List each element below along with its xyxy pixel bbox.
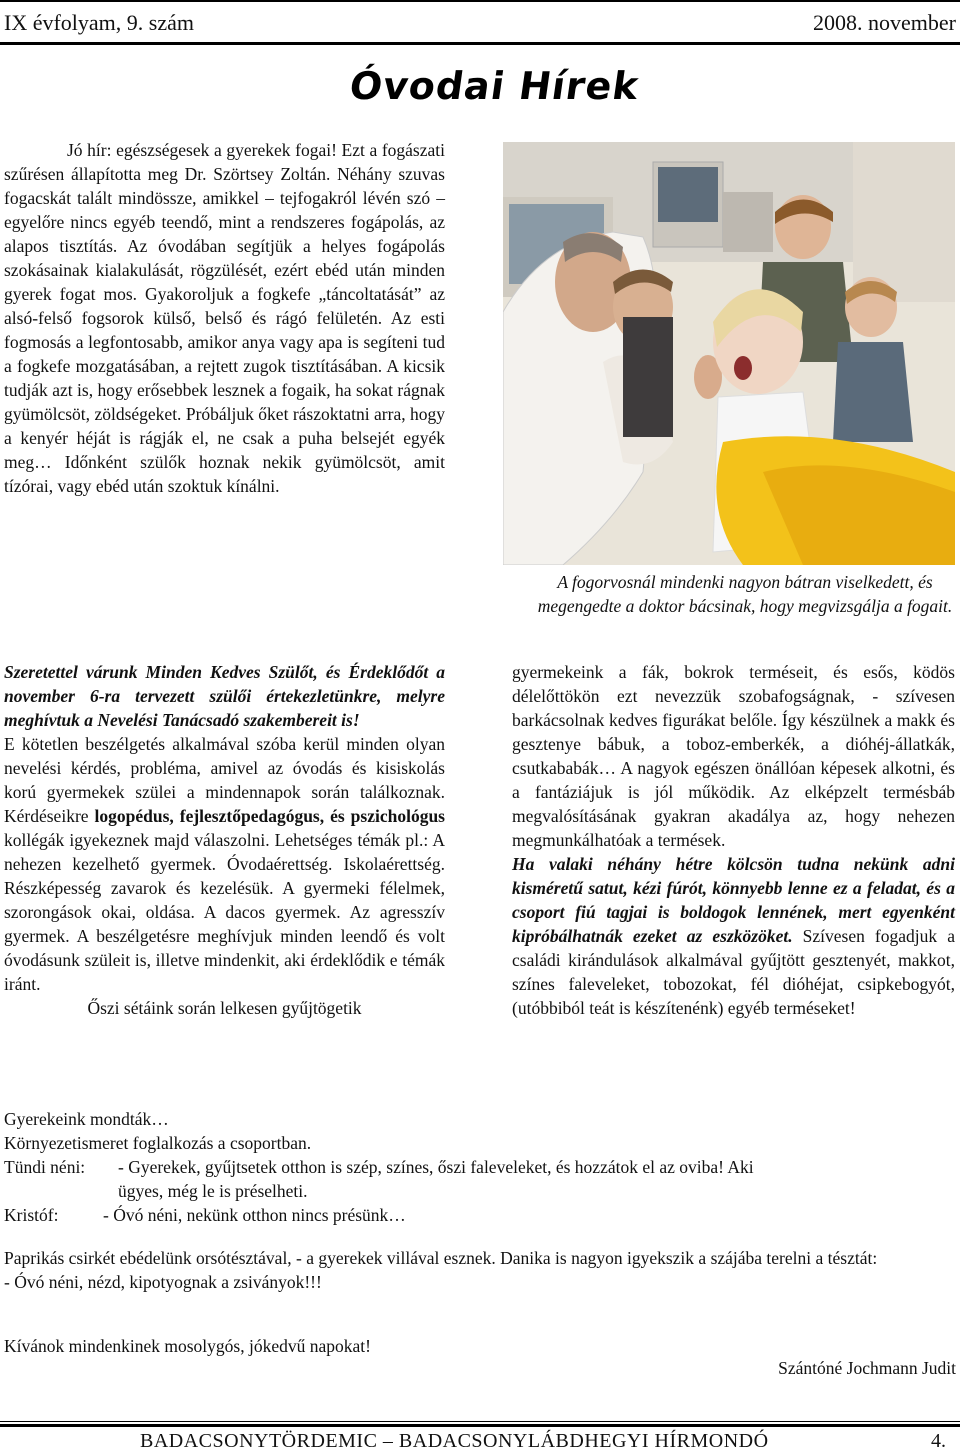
header-rule-top <box>0 0 960 2</box>
meeting-details <box>4 732 445 996</box>
paprika-story <box>4 1246 956 1294</box>
crafts-text-b: Szívesen fogadjuk a családi kirándulások alkalmával gyűjtött gesztenyét, makkot, színes faleveleket, tobozokat, fél dióhéjat, csipkebogyót, (utóbbiból teát is készítenénk) egyéb terméseket! <box>512 926 955 1018</box>
kids-said-context: Környezetismeret foglalkozás a csoportban. <box>4 1133 312 1153</box>
meeting-text-b: kollégák igyekeznek majd válaszolni. Lehetséges témák pl.: A nehezen kezelhető gyermek. Óvodaérettség. Iskolaérettség. Részképesség zavarok és kezelésük. A gyermeki félelmek, szorongások okai, oldása. A dacos gyermek. Az agresszív gyermek. A beszélgetésre meghívjuk minden leendő és volt óvodásunk szüleit is, illetve mindenkit, aki érdeklődik e témák iránt. <box>4 830 445 994</box>
footer-rule-thin <box>0 1421 960 1422</box>
dialog-line <box>4 1155 956 1203</box>
meeting-specialists: logopédus, fejlesztőpedagógus, és pszichológus <box>94 806 445 826</box>
tools-request: Ha valaki néhány hétre kölcsön tudna nekünk adni kisméretű satut, kézi fúrót, könnyebb lenne ez a feladat, és a csoport fiú tagjai is boldogok lennének, mert egyenként kipróbálhatnák ezeket az eszközöket. <box>512 854 955 946</box>
dental-article: Jó hír: egészségesek a gyerekek fogai! Ezt a fogászati szűrésen állapította meg Dr. Szörtsey Zoltán. Néhány szuvas fogacskát talált mindössze, amikkel – tejfogakról lévén szó – egyelőre nincs egyéb teendő, mint a rendszeres fogápolás, az alapos tisztítás. Az óvodában segítjük a helyes fogápolás szokásainak kialakulását, rögzülését, ezért ebéd után minden gyerek fogat mos. Gyakoroljuk a fogkefe „táncoltatását” az alsó-felső fogsorok külső, belső és rágó felületén. Az esti fogmosás a legfontosabb, amikor anya vagy apa is segíteni tud a fogkefe mozgatásában, a rejtett zugok tisztításában. A kicsik tudják azt is, hogy erősebbek lesznek a fogaik, ha sokat rágnak gyümölcsöt, zöldségeket. Próbáljuk őket rászoktatni arra, hogy a kenyér héját is rágják el, ne csak a puha belsejét egyék meg… Időnként szülők hoznak nekik gyümölcsöt, amit tízórai, vagy ebéd után szoktuk kínálni. <box>4 140 445 496</box>
kids-said-heading: Gyerekeink mondták… <box>4 1109 169 1129</box>
publication-name: BADACSONYTÖRDEMIC – BADACSONYLÁBDHEGYI HÍRMONDÓ <box>140 1430 769 1452</box>
crafts-request-block <box>512 852 955 1020</box>
speaker-name: Kristóf: <box>4 1205 59 1225</box>
issue-date: 2008. november <box>813 10 956 35</box>
autumn-walk-start: Őszi sétáink során lelkesen gyűjtögetik <box>87 998 362 1018</box>
header-rule <box>0 42 960 45</box>
paprika-text: Paprikás csirkét ebédelünk orsótésztával, - a gyerekek villával esznek. Danika is nagyon igyekszik a szájába terelni a tésztát: <box>4 1248 878 1268</box>
kids-said-section <box>4 1107 956 1227</box>
page-number: 4. <box>931 1430 946 1452</box>
dialog-line <box>4 1203 956 1227</box>
speaker-text: - Gyerekek, gyűjtsetek otthon is szép, színes, őszi faleveleket, és hozzátok el az oviba! Aki ügyes, még le is préselheti. <box>118 1157 754 1201</box>
meeting-text-a: E kötetlen beszélgetés alkalmával szóba kerül minden olyan nevelési kérdés, probléma, amivel az óvodás és kisiskolás korú gyermekek szülei a mindennapok során találkoznak. Kérdéseikre <box>4 734 445 826</box>
paprika-quote: - Óvó néni, nézd, kipotyognak a zsiványok!!! <box>4 1272 322 1292</box>
dentist-photo <box>503 142 955 565</box>
parent-meeting-article <box>4 660 445 1020</box>
photo-caption: A fogorvosnál mindenki nagyon bátran viselkedett, és megengedte a doktor bácsinak, hogy megvizsgálja a fogait. <box>537 572 953 616</box>
issue-label: IX évfolyam, 9. szám <box>4 10 194 35</box>
footer-rule <box>0 1424 960 1427</box>
page-title: Óvodai Hírek <box>346 64 642 108</box>
closing-line: Kívánok mindenkinek mosolygós, jókedvű napokat! <box>4 1336 371 1356</box>
autumn-crafts-article <box>512 660 955 1020</box>
dentist-photo-illustration <box>503 142 955 565</box>
meeting-invitation: Szeretettel várunk Minden Kedves Szülőt, és Érdeklődőt a november 6-ra tervezett szülői értekezletünkre, melyre meghívtuk a Nevelési Tanácsadó szakembereit is! <box>4 662 445 730</box>
speaker-name: Tündi néni: <box>4 1157 86 1177</box>
crafts-text: gyermekeink a fák, bokrok terméseit, és esős, ködös délelőttökön ezt nevezzük szobafogságnak, - szívesen barkácsolnak kedves figurákat belőle. Így készülnek a makk és gesztenye bábuk, a toboz-emberkék, a dióhéj-állatkák, csutkababák… A nagyok egészen önállóan képesek alkotni, és a fantáziájuk is jól működik. Az elképzelt termésbáb megvalósításának gyakran akadálya az, hogy nehezen megmunkálhatóak a termések. <box>512 662 955 850</box>
speaker-text: - Óvó néni, nekünk otthon nincs présünk… <box>103 1205 406 1225</box>
author-signature: Szántóné Jochmann Judit <box>778 1358 956 1378</box>
